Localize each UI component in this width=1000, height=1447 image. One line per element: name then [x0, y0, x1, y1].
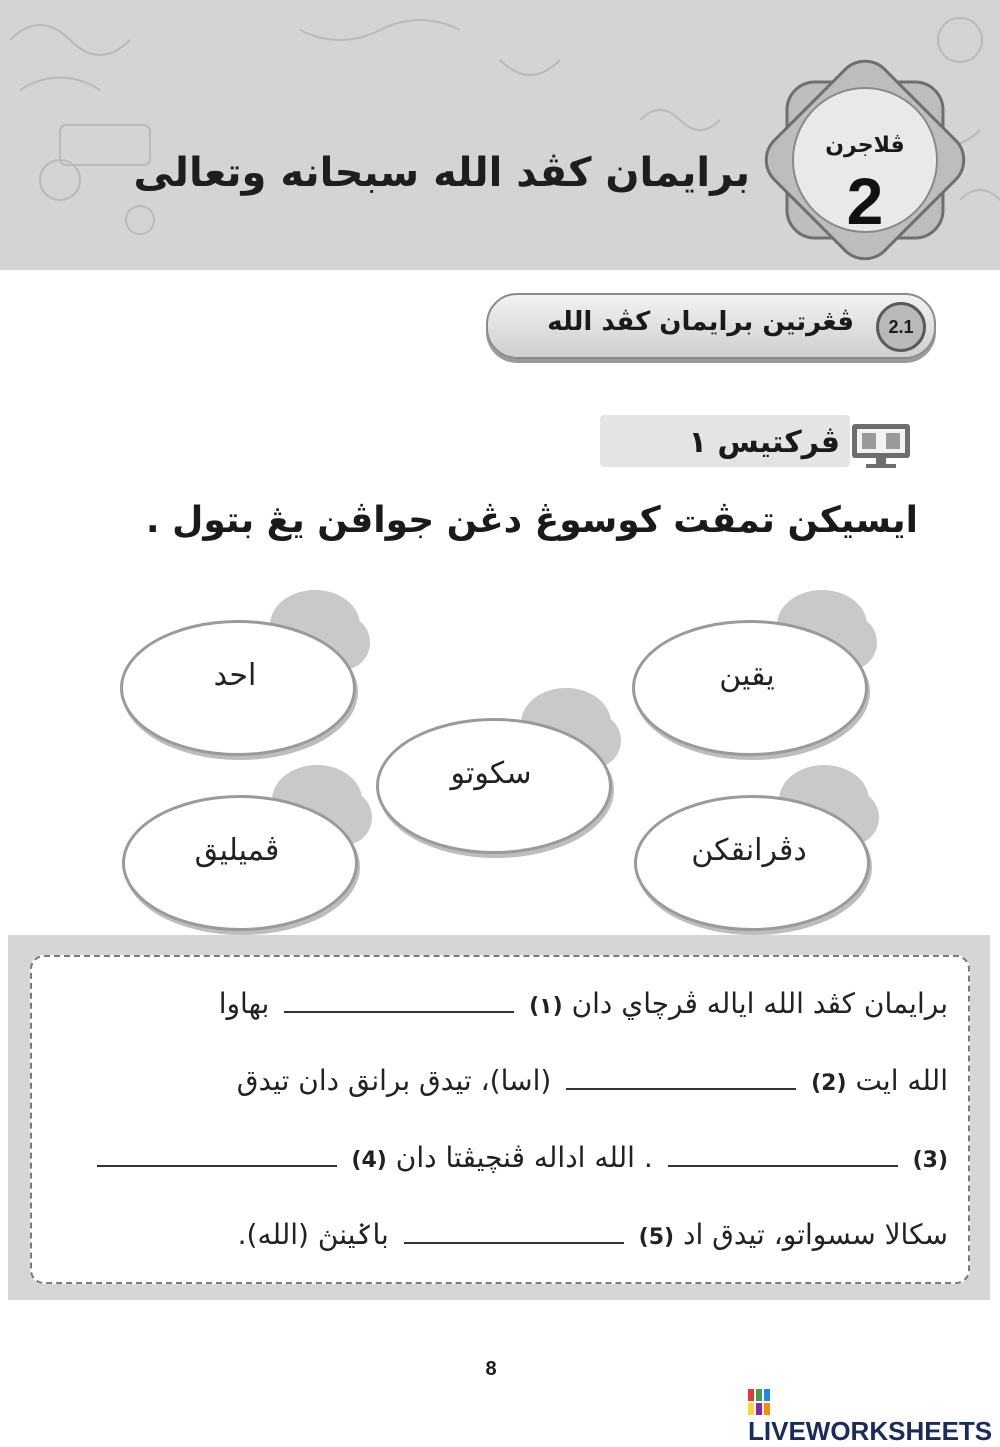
line-text: . الله اداله ڤنچيڤتا دان [395, 1141, 653, 1174]
liveworksheets-logo-icon [748, 1389, 770, 1415]
fill-in-box [8, 935, 990, 1300]
answer-blank-4[interactable] [97, 1139, 337, 1167]
fill-in-passage [30, 955, 970, 1284]
subtopic-heading [486, 293, 936, 359]
blank-number: (4) [351, 1148, 387, 1173]
answer-blank-5[interactable] [404, 1216, 624, 1244]
computer-monitor-icon [848, 418, 916, 470]
chapter-number: 2 [846, 164, 884, 238]
passage-line-2 [48, 1062, 948, 1097]
blank-number: (١) [529, 994, 563, 1019]
line-text: باݢينڽ (الله). [237, 1218, 389, 1251]
line-text: برايمان كڤد الله اياله ڤرچاي دان [571, 987, 948, 1020]
word-bank-item: دڤرانقكن [691, 833, 807, 868]
answer-blank-1[interactable] [284, 985, 514, 1013]
passage-line-1 [48, 985, 948, 1020]
chapter-title: برايمان كڤد الله سبحانه وتعالى [133, 150, 750, 196]
word-bubble [634, 765, 884, 935]
blank-number: (5) [638, 1225, 675, 1250]
word-bubble [376, 688, 626, 858]
chapter-label: ڤلاجرن [825, 133, 905, 158]
line-text: الله ايت [855, 1064, 948, 1097]
page-number: 8 [485, 1358, 497, 1380]
line-text: بهاوا [218, 987, 270, 1020]
brand-text: LIVEWORKSHEETS [748, 1416, 993, 1446]
word-bubble [122, 765, 372, 935]
chapter-header [0, 0, 1000, 270]
word-bank-item: يقين [719, 658, 775, 693]
line-text: سكالا سسواتو، تيدق اد [682, 1218, 948, 1251]
chapter-badge [760, 55, 970, 265]
exercise-instruction: ايسيكن تمڤت كوسوڠ دڠن جواڤن يڠ بتول . [145, 500, 918, 541]
blank-number: (3) [912, 1148, 948, 1173]
line-text: (اسا)، تيدق برانق دان تيدق [236, 1064, 552, 1097]
word-bank-item: ڤميليق [194, 833, 280, 868]
answer-blank-2[interactable] [566, 1062, 796, 1090]
liveworksheets-logo [748, 1385, 1000, 1446]
word-bank-item: سكوتو [450, 756, 532, 791]
subtopic-title: ڤڠرتين برايمان كڤد الله [547, 307, 854, 337]
passage-line-4 [48, 1216, 948, 1251]
answer-blank-3[interactable] [668, 1139, 898, 1167]
subtopic-number: 2.1 [876, 302, 926, 352]
exercise-label: ڤركتيس ١ [688, 425, 840, 460]
blank-number: (2) [811, 1071, 847, 1096]
word-bank-item: احد [213, 658, 257, 693]
word-bubble [120, 590, 370, 760]
passage-line-3 [48, 1139, 948, 1174]
word-bubble [632, 590, 882, 760]
